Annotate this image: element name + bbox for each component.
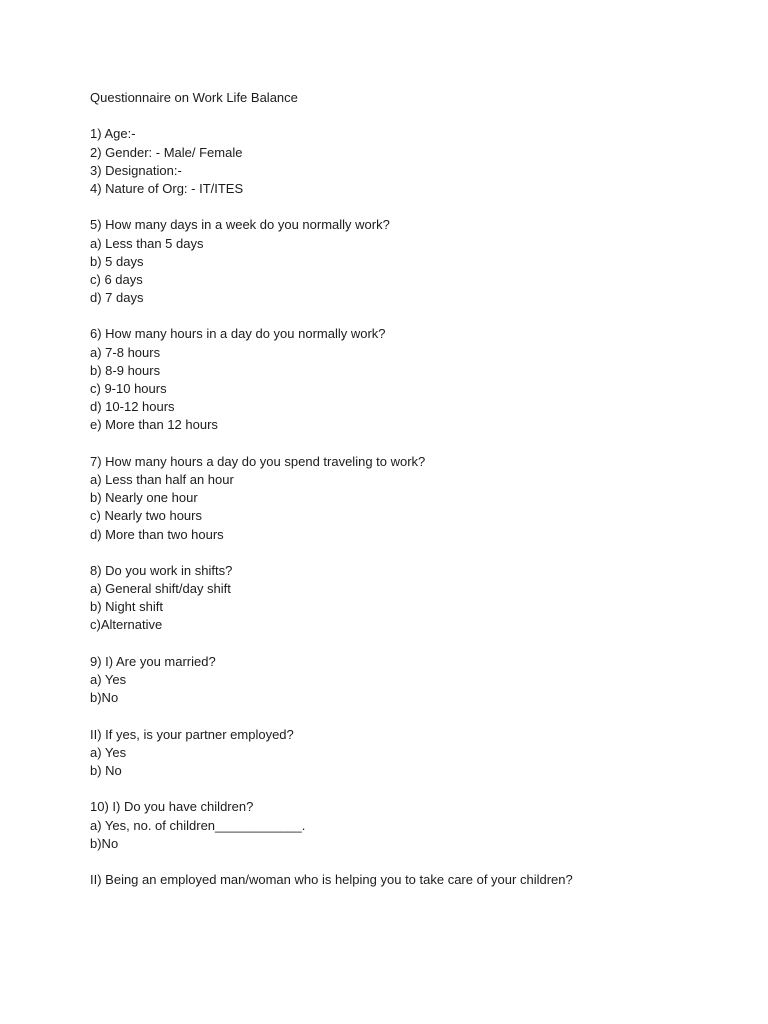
spacer: [90, 853, 730, 871]
question-8: 8) Do you work in shifts?: [90, 562, 233, 578]
option: a) Less than half an hour: [90, 471, 234, 487]
profile-gender: 2) Gender: - Male/ Female: [90, 144, 243, 160]
option: a) General shift/day shift: [90, 581, 231, 597]
option: a) 7-8 hours: [90, 344, 161, 360]
spacer: [90, 435, 730, 453]
spacer: [90, 707, 730, 725]
option: d) More than two hours: [90, 526, 224, 542]
option: c)Alternative: [90, 617, 163, 633]
question-10-part-1: 10) I) Do you have children?: [90, 799, 254, 815]
questionnaire-body: [90, 89, 730, 889]
question-9-part-2: II) If yes, is your partner employed?: [90, 726, 294, 742]
option: b) Night shift: [90, 599, 163, 615]
option: b) Nearly one hour: [90, 490, 198, 506]
spacer: [90, 307, 730, 325]
question-7: 7) How many hours a day do you spend traveling to work?: [90, 453, 426, 469]
option: a) Yes: [90, 672, 127, 687]
option: c) 9-10 hours: [90, 381, 167, 396]
option: a) Yes, no. of children____________.: [90, 817, 306, 833]
question-10-part-2: II) Being an employed man/woman who is helping you to take care of your children?: [90, 872, 573, 888]
spacer: [90, 198, 730, 216]
option: b) No: [90, 762, 122, 778]
option: c) Nearly two hours: [90, 508, 202, 524]
spacer: [90, 635, 730, 653]
profile-org-nature: 4) Nature of Org: - IT/ITES: [90, 180, 244, 196]
option: c) 6 days: [90, 271, 143, 287]
spacer: [90, 780, 730, 798]
option: d) 7 days: [90, 290, 144, 306]
option: d) 10-12 hours: [90, 399, 175, 415]
profile-age: 1) Age:-: [90, 126, 136, 142]
profile-designation: 3) Designation:-: [90, 162, 182, 178]
question-9-part-1: 9) I) Are you married?: [90, 653, 216, 669]
question-5: 5) How many days in a week do you normally work?: [90, 217, 390, 233]
question-6: 6) How many hours in a day do you normally work?: [90, 326, 386, 342]
option: a) Less than 5 days: [90, 235, 204, 251]
option: a) Yes: [90, 744, 127, 760]
option: b)No: [90, 835, 119, 851]
option: b)No: [90, 690, 119, 706]
spacer: [90, 107, 730, 125]
option: e) More than 12 hours: [90, 417, 218, 433]
document-title: Questionnaire on Work Life Balance: [90, 90, 298, 105]
option: b) 5 days: [90, 253, 144, 269]
option: b) 8-9 hours: [90, 362, 161, 378]
spacer: [90, 544, 730, 562]
